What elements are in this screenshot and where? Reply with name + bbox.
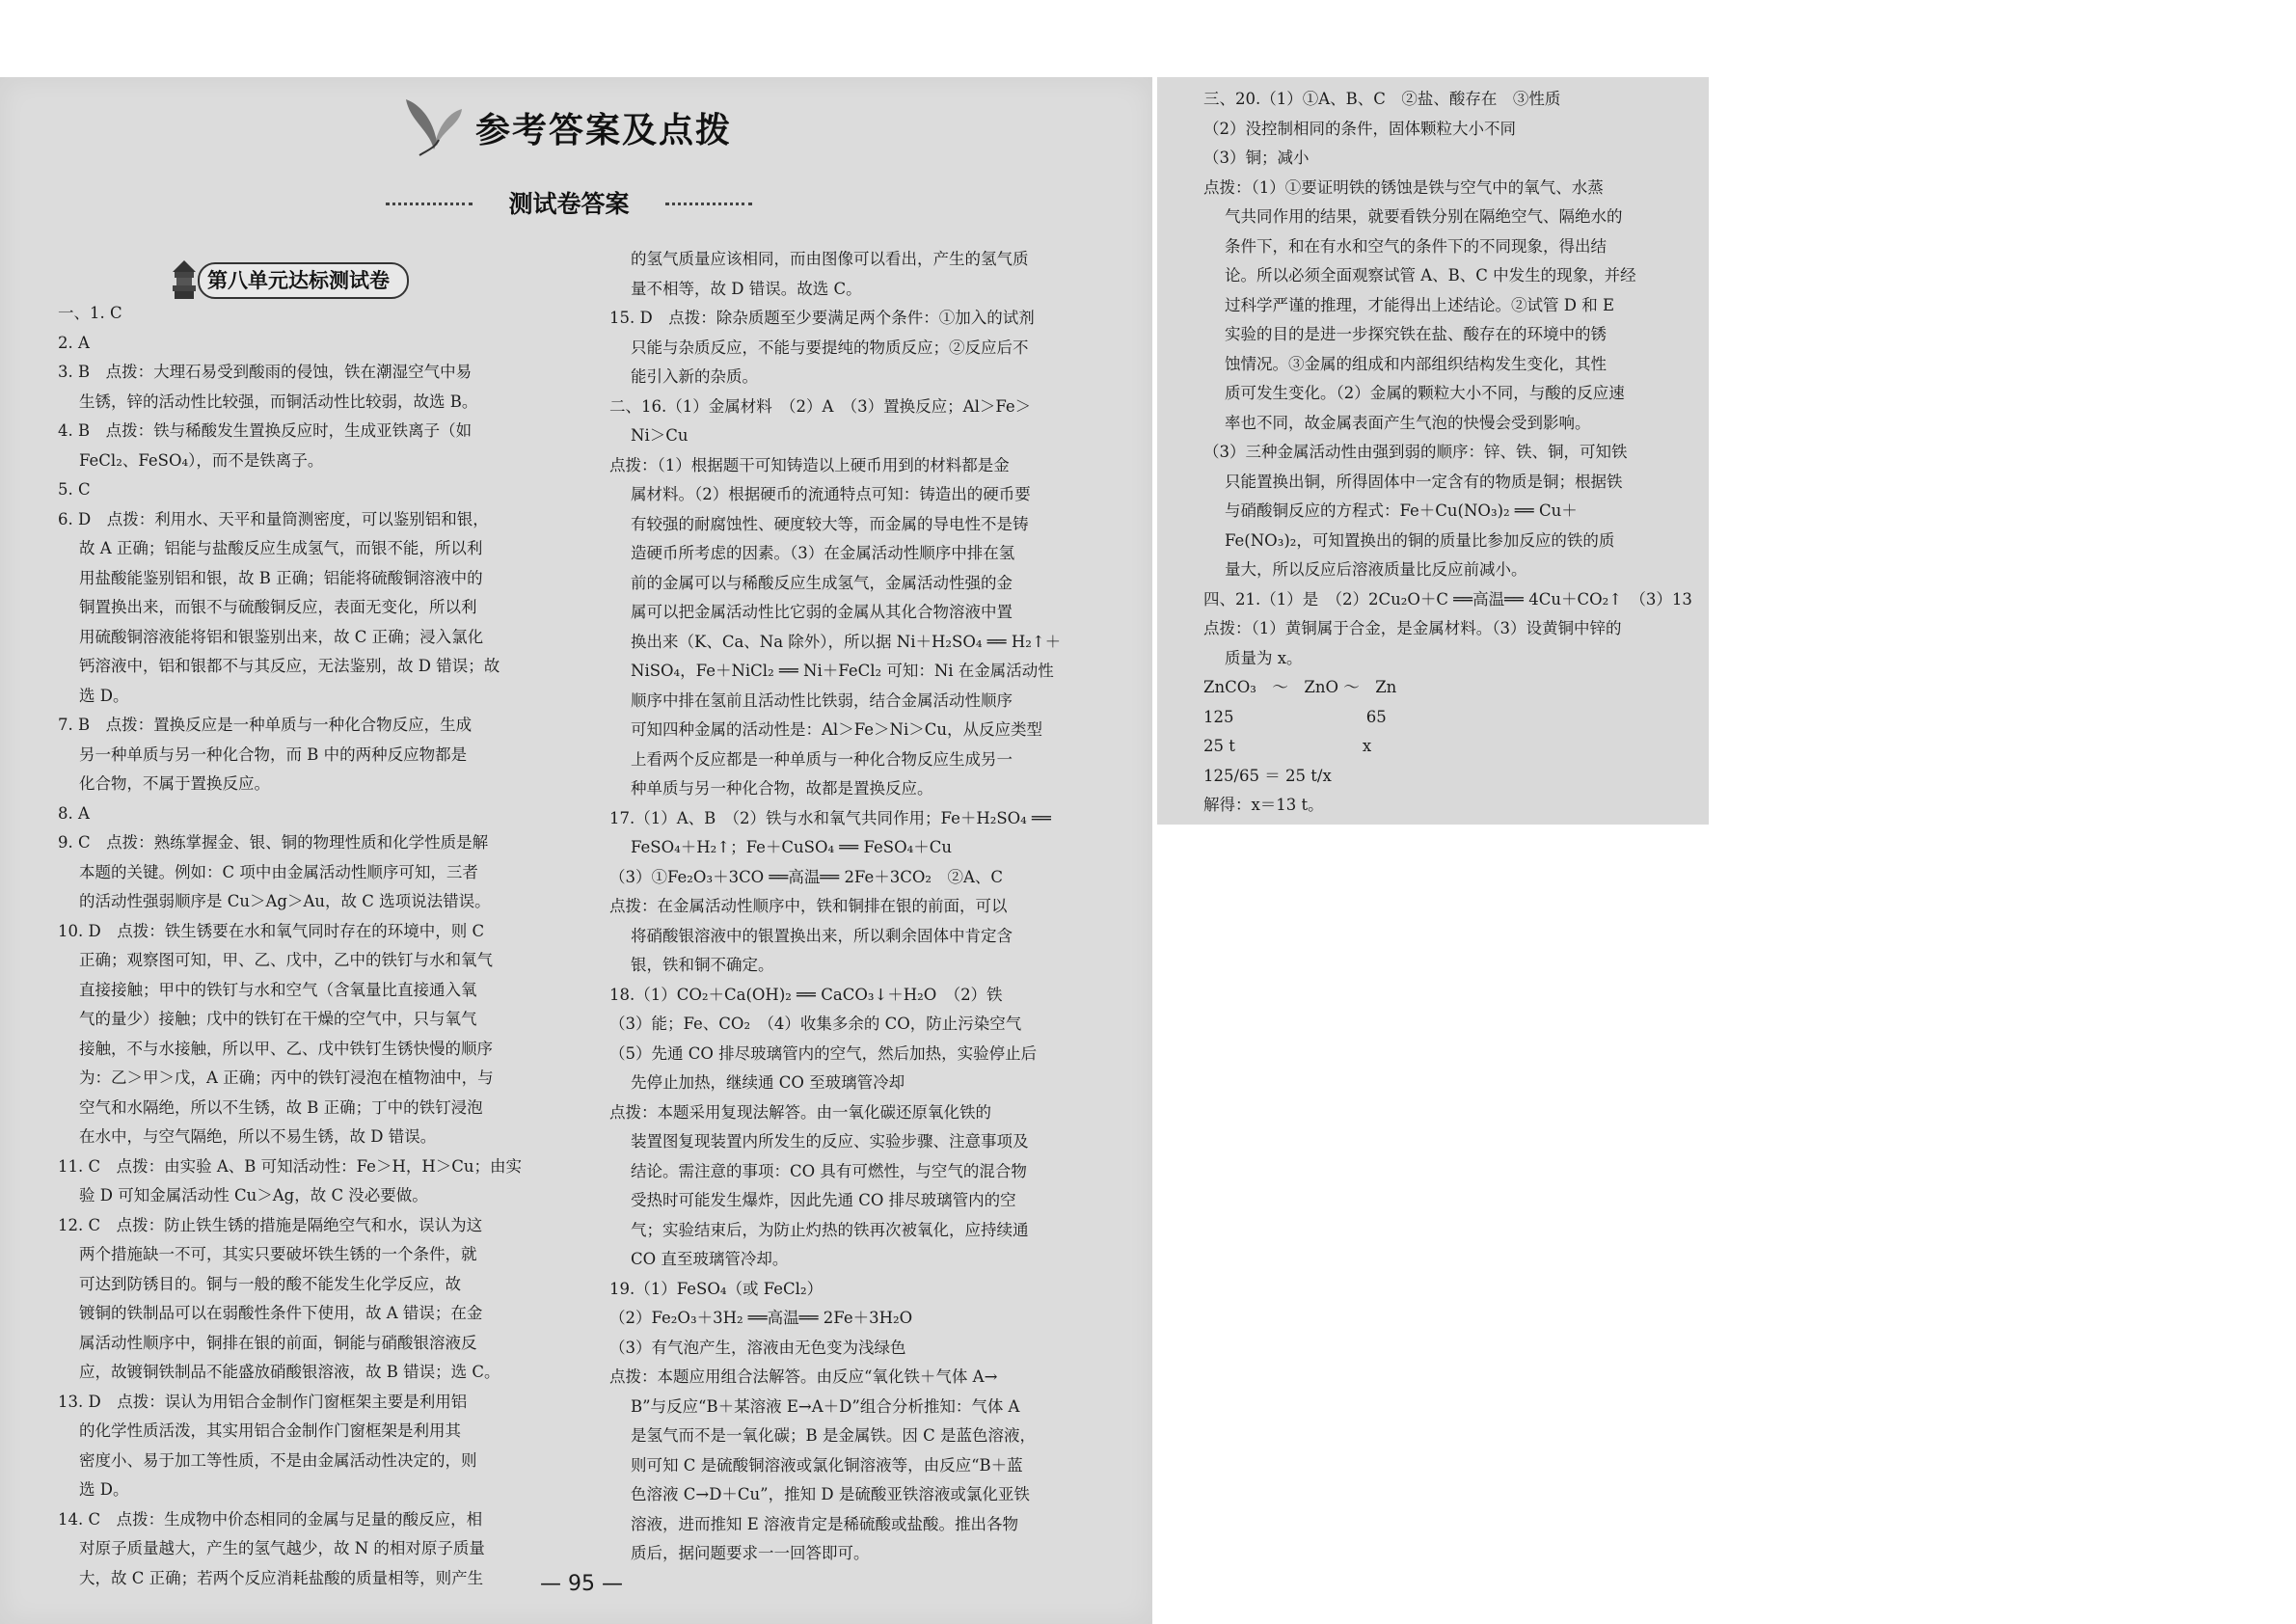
answer-line: 过科学严谨的推理，才能得出上述结论。②试管 D 和 E [1225, 295, 1615, 314]
answer-line: 论。所以必须全面观察试管 A、B、C 中发生的现象，并经 [1225, 266, 1636, 284]
answer-line: 的氢气质量应该相同，而由图像可以看出，产生的氢气质 [631, 250, 1029, 268]
tower-icon [169, 258, 200, 301]
answer-line: 将硝酸银溶液中的银置换出来，所以剩余固体中肯定含 [631, 926, 1013, 945]
answer-line: 3. B 点拨：大理石易受到酸雨的侵蚀，铁在潮湿空气中易 [58, 363, 473, 381]
answer-line: （2）Fe₂O₃＋3H₂ ══高温══ 2Fe＋3H₂O [609, 1309, 913, 1327]
answer-column-3 [1203, 85, 1700, 821]
answer-line: 属可以把金属活动性比它弱的金属从其化合物溶液中置 [631, 603, 1013, 621]
answer-line: 铜置换出来，而银不与硫酸铜反应，表面无变化，所以利 [79, 598, 477, 616]
answer-line: 二、16.（1）金属材料 （2）A （3）置换反应；Al＞Fe＞ [609, 396, 1032, 416]
answer-line: 正确；观察图可知，甲、乙、戊中，乙中的铁钉与水和氧气 [79, 951, 493, 969]
answer-line: 125 65 [1203, 707, 1387, 726]
answer-line: 8. A [58, 803, 90, 823]
answer-line: 是氢气而不是一氧化碳；B 是金属铁。因 C 是蓝色溶液， [631, 1426, 1036, 1445]
answer-line: 质量为 x。 [1225, 648, 1303, 667]
answer-line: 另一种单质与另一种化合物，而 B 中的两种反应物都是 [79, 744, 468, 764]
butterfly-icon [400, 92, 468, 159]
answer-line: 验 D 可知金属活动性 Cu＞Ag，故 C 没必要做。 [79, 1186, 428, 1204]
answer-line: （3）能；Fe、CO₂ （4）收集多余的 CO，防止污染空气 [609, 1015, 1022, 1033]
answer-line: （3）①Fe₂O₃＋3CO ══高温══ 2Fe＋3CO₂ ②A、C [609, 867, 1004, 886]
answer-line: 率也不同，故金属表面产生气泡的快慢会受到影响。 [1225, 413, 1591, 432]
answer-line: 解得：x＝13 t。 [1203, 796, 1324, 814]
answer-line: 点拨：（1）黄铜属于合金，是金属材料。（3）设黄铜中锌的 [1203, 619, 1622, 637]
answer-line: 溶液，进而推知 E 溶液肯定是稀硫酸或盐酸。推出各物 [631, 1514, 1019, 1533]
answer-line: 银，铁和铜不确定。 [631, 956, 774, 974]
answer-line: 6. D 点拨：利用水、天平和量筒测密度，可以鉴别铝和银， [58, 509, 489, 528]
answer-line: 为：乙＞甲＞戊，A 正确；丙中的铁钉浸泡在植物油中，与 [79, 1069, 494, 1087]
answer-line: 10. D 点拨：铁生锈要在水和氧气同时存在的环境中，则 C [58, 921, 485, 940]
answer-line: 应，故镀铜铁制品不能盛放硝酸银溶液，故 B 错误；选 C。 [79, 1363, 500, 1381]
answer-line: 25 t x [1203, 737, 1372, 755]
answer-line: 属材料。（2）根据硬币的流通特点可知：铸造出的硬币要 [631, 485, 1031, 503]
answer-line: 钙溶液中，铝和银都不与其反应，无法鉴别，故 D 错误；故 [79, 657, 500, 675]
answer-line: 18.（1）CO₂＋Ca(OH)₂ ══ CaCO₃↓＋H₂O （2）铁 [609, 985, 1003, 1004]
answer-line: 化合物，不属于置换反应。 [79, 774, 270, 793]
answer-line: 15. D 点拨：除杂质题至少要满足两个条件：①加入的试剂 [609, 309, 1035, 327]
answer-line: 则可知 C 是硫酸铜溶液或氯化铜溶液等，由反应“B＋蓝 [631, 1455, 1023, 1475]
answer-line: 量大，所以反应后溶液质量比反应前减小。 [1225, 560, 1527, 579]
answer-line: 先停止加热，继续通 CO 至玻璃管冷却 [631, 1073, 905, 1092]
answer-line: 故 A 正确；铝能与盐酸反应生成氢气，而银不能，所以利 [79, 539, 483, 557]
answer-line: 点拨：本题采用复现法解答。由一氧化碳还原氧化铁的 [609, 1102, 991, 1122]
answer-line: 12. C 点拨：防止铁生锈的措施是隔绝空气和水，误认为这 [58, 1215, 483, 1234]
answer-line: （3）三种金属活动性由强到弱的顺序：锌、铁、铜，可知铁 [1203, 443, 1628, 461]
answer-line: 造硬币所考虑的因素。（3）在金属活动性顺序中排在氢 [631, 544, 1015, 562]
answer-line: ZnCO₃ ～ ZnO ～ Zn [1203, 678, 1397, 696]
answer-line: 17.（1）A、B （2）铁与水和氧气共同作用；Fe＋H₂SO₄ ══ [609, 808, 1051, 827]
answer-line: Ni＞Cu [631, 426, 689, 445]
answer-line: 种单质与另一种化合物，故都是置换反应。 [631, 779, 933, 798]
unit-title: 第八单元达标测试卷 [198, 262, 409, 299]
answer-line: 受热时可能发生爆炸，因此先通 CO 排尽玻璃管内的空 [631, 1191, 1016, 1209]
answer-line: 上看两个反应都是一种单质与一种化合物反应生成另一 [631, 749, 1013, 769]
answer-line: 两个措施缺一不可，其实只要破坏铁生锈的一个条件，就 [79, 1245, 477, 1263]
answer-line: 19.（1）FeSO₄（或 FeCl₂） [609, 1279, 824, 1298]
answer-line: 在水中，与空气隔绝，所以不易生锈，故 D 错误。 [79, 1127, 437, 1146]
divider-right [665, 203, 752, 205]
answer-line: 前的金属可以与稀酸反应生成氢气，金属活动性强的金 [631, 573, 1013, 592]
answer-line: 点拨：本题应用组合法解答。由反应“氧化铁＋气体 A→ [609, 1367, 998, 1386]
answer-line: （3）有气泡产生，溶液由无色变为浅绿色 [609, 1338, 906, 1357]
answer-line: 选 D。 [79, 686, 129, 705]
answer-line: 接触，不与水接触，所以甲、乙、戊中铁钉生锈快慢的顺序 [79, 1039, 493, 1058]
answer-line: 可达到防锈目的。铜与一般的酸不能发生化学反应，故 [79, 1274, 461, 1293]
answer-line: 的化学性质活泼，其实用铝合金制作门窗框架是利用其 [79, 1421, 461, 1440]
answer-line: 只能与杂质反应，不能与要提纯的物质反应；②反应后不 [631, 338, 1029, 357]
answer-line: 结论。需注意的事项：CO 具有可燃性，与空气的混合物 [631, 1161, 1027, 1180]
answer-line: 9. C 点拨：熟练掌握金、银、铜的物理性质和化学性质是解 [58, 833, 489, 852]
answer-line: 气；实验结束后，为防止灼热的铁再次被氧化，应持续通 [631, 1220, 1029, 1239]
unit-header [169, 258, 458, 301]
answer-line: 有较强的耐腐蚀性、硬度较大等，而金属的导电性不是铸 [631, 514, 1029, 533]
answer-line: 直接接触；甲中的铁钉与水和空气（含氧量比直接通入氧 [79, 980, 477, 999]
answer-line: 125/65 ＝ 25 t/x [1203, 766, 1332, 785]
answer-line: 点拨：（1）根据题干可知铸造以上硬币用到的材料都是金 [609, 455, 1010, 474]
answer-line: NiSO₄，Fe＋NiCl₂ ══ Ni＋FeCl₂ 可知：Ni 在金属活动性 [631, 662, 1054, 680]
answer-line: 气共同作用的结果，就要看铁分别在隔绝空气、隔绝水的 [1225, 207, 1623, 226]
answer-line: 镀铜的铁制品可以在弱酸性条件下使用，故 A 错误；在金 [79, 1304, 483, 1322]
answer-line: 能引入新的杂质。 [631, 367, 758, 386]
answer-line: 点拨：在金属活动性顺序中，铁和铜排在银的前面，可以 [609, 897, 1008, 915]
answer-line: 2. A [58, 333, 90, 352]
answer-line: 蚀情况。③金属的组成和内部组织结构发生变化，其性 [1225, 354, 1607, 373]
answer-line: 7. B 点拨：置换反应是一种单质与一种化合物反应，生成 [58, 716, 473, 734]
page-title: 参考答案及点拨 [475, 111, 733, 150]
answer-line: 顺序中排在氢前且活动性比铁弱，结合金属活动性顺序 [631, 690, 1013, 710]
answer-line: 点拨：（1）①要证明铁的锈蚀是铁与空气中的氧气、水蒸 [1203, 177, 1604, 197]
answer-line: 用硫酸铜溶液能将铝和银鉴别出来，故 C 正确；浸入氯化 [79, 627, 484, 646]
answer-column-1 [58, 299, 554, 1593]
answer-line: 生锈，锌的活动性比较强，而铜活动性比较弱，故选 B。 [79, 392, 478, 411]
answer-line: 三、20.（1）①A、B、C ②盐、酸存在 ③性质 [1203, 90, 1561, 108]
answer-line: 与硝酸铜反应的方程式：Fe＋Cu(NO₃)₂ ══ Cu＋ [1225, 501, 1578, 520]
answer-line: FeSO₄＋H₂↑；Fe＋CuSO₄ ══ FeSO₄＋Cu [631, 838, 952, 856]
answer-line: FeCl₂、FeSO₄），而不是铁离子。 [79, 450, 324, 470]
answer-line: 4. B 点拨：铁与稀酸发生置换反应时，生成亚铁离子（如 [58, 421, 473, 440]
answer-line: 对原子质量越大，产生的氢气越少，故 N 的相对原子质量 [79, 1539, 485, 1557]
answer-line: （3）铜；减小 [1203, 149, 1310, 167]
page-number: — 95 — [540, 1572, 623, 1596]
answer-line: 5. C [58, 480, 91, 499]
answer-column-2 [609, 245, 1092, 1569]
answer-line: 14. C 点拨：生成物中价态相同的金属与足量的酸反应，相 [58, 1509, 483, 1529]
answer-line: 11. C 点拨：由实验 A、B 可知活动性：Fe＞H，H＞Cu；由实 [58, 1156, 522, 1176]
page-subtitle: 测试卷答案 [508, 190, 630, 218]
answer-line: 选 D。 [79, 1480, 129, 1499]
answer-line: Fe(NO₃)₂，可知置换出的铜的质量比参加反应的铁的质 [1225, 530, 1615, 550]
answer-line: CO 直至玻璃管冷却。 [631, 1250, 789, 1268]
answer-line: 13. D 点拨：误认为用铝合金制作门窗框架主要是利用铝 [58, 1392, 468, 1411]
answer-line: 大，故 C 正确；若两个反应消耗盐酸的质量相等，则产生 [79, 1568, 484, 1587]
answer-line: 装置图复现装置内所发生的反应、实验步骤、注意事项及 [631, 1132, 1029, 1150]
answer-line: 色溶液 C→D＋Cu”，推知 D 是硫酸亚铁溶液或氯化亚铁 [631, 1485, 1030, 1503]
answer-line: 一、1. C [58, 304, 122, 322]
answer-line: 本题的关键。例如：C 项中由金属活动性顺序可知，三者 [79, 862, 478, 881]
answer-line: （2）没控制相同的条件，固体颗粒大小不同 [1203, 119, 1516, 138]
answer-line: 的活动性强弱顺序是 Cu＞Ag＞Au，故 C 选项说法错误。 [79, 892, 491, 910]
answer-line: 可知四种金属的活动性是：Al＞Fe＞Ni＞Cu，从反应类型 [631, 720, 1042, 739]
answer-line: 用盐酸能鉴别铝和银，故 B 正确；铝能将硫酸铜溶液中的 [79, 568, 483, 587]
answer-line: 量不相等，故 D 错误。故选 C。 [631, 279, 862, 298]
answer-line: 密度小、易于加工等性质，不是由金属活动性决定的，则 [79, 1450, 477, 1470]
answer-line: 空气和水隔绝，所以不生锈，故 B 正确；丁中的铁钉浸泡 [79, 1097, 483, 1117]
answer-line: 四、21.（1）是 （2）2Cu₂O＋C ══高温══ 4Cu＋CO₂↑ （3）13 [1203, 589, 1692, 609]
answer-line: 只能置换出铜，所得固体中一定含有的物质是铜；根据铁 [1225, 472, 1623, 491]
subtitle-block [405, 183, 733, 222]
answer-line: 属活动性顺序中，铜排在银的前面，铜能与硝酸银溶液反 [79, 1333, 477, 1352]
answer-line: 条件下，和在有水和空气的条件下的不同现象，得出结 [1225, 236, 1607, 256]
answer-line: 实验的目的是进一步探究铁在盐、酸存在的环境中的锈 [1225, 325, 1607, 343]
answer-line: （5）先通 CO 排尽玻璃管内的空气，然后加热，实验停止后 [609, 1043, 1038, 1063]
answer-line: 换出来（K、Ca、Na 除外），所以据 Ni＋H₂SO₄ ══ H₂↑＋ [631, 632, 1062, 651]
answer-line: B”与反应“B＋某溶液 E→A＋D”组合分析推知：气体 A [631, 1396, 1020, 1416]
answer-line: 质可发生变化。（2）金属的颗粒大小不同，与酸的反应速 [1225, 384, 1625, 402]
answer-line: 气的量少）接触；戊中的铁钉在干燥的空气中，只与氧气 [79, 1010, 477, 1028]
title-block [400, 92, 747, 159]
answer-line: 质后，据问题要求一一回答即可。 [631, 1544, 870, 1562]
